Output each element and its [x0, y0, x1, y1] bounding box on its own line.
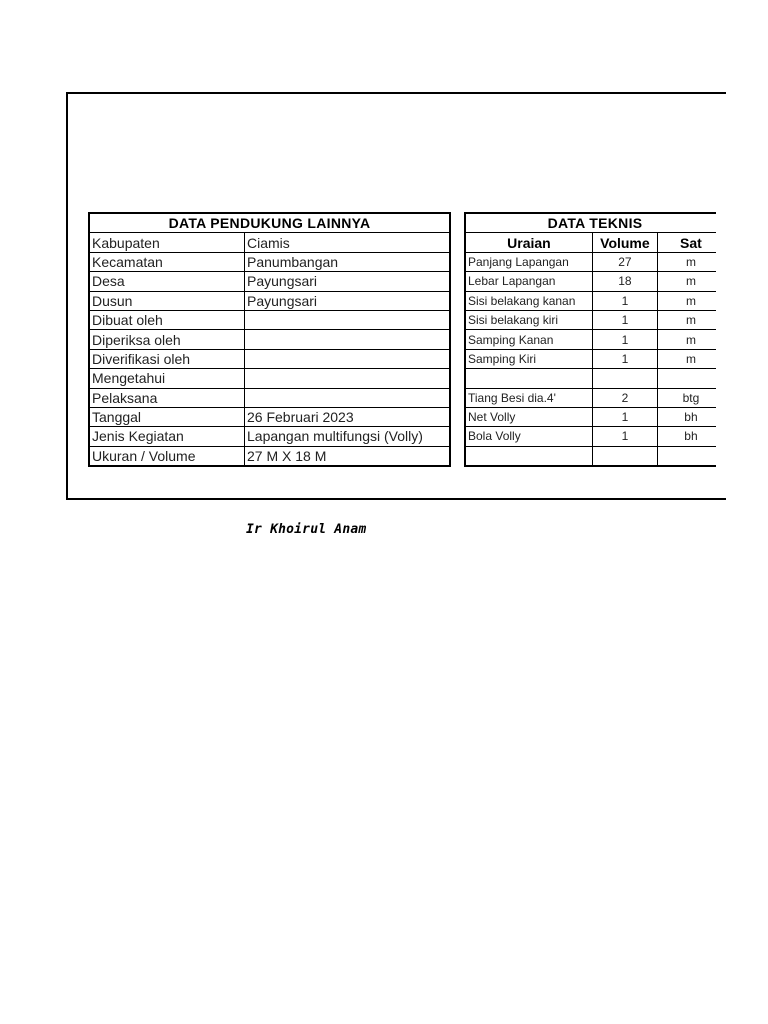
cell-volume: 1	[592, 349, 657, 368]
row-value	[245, 310, 451, 329]
table-row	[465, 427, 725, 446]
data-teknis-table	[464, 212, 726, 467]
table-row	[89, 291, 450, 310]
row-value: Panumbangan	[245, 252, 451, 271]
row-value: 26 Februari 2023	[245, 407, 451, 426]
cell-uraian: Samping Kanan	[465, 330, 592, 349]
page-edge-mask	[716, 200, 768, 480]
row-label: Tanggal	[89, 407, 245, 426]
cell-sat: m	[657, 291, 725, 310]
table-row	[465, 446, 725, 466]
row-label: Dusun	[89, 291, 245, 310]
cell-uraian	[465, 446, 592, 466]
table-row	[465, 310, 725, 329]
cell-uraian: Net Volly	[465, 407, 592, 426]
cell-volume: 1	[592, 407, 657, 426]
row-label: Diverifikasi oleh	[89, 349, 245, 368]
cell-sat: m	[657, 310, 725, 329]
table-row	[465, 388, 725, 407]
cell-sat: m	[657, 330, 725, 349]
row-value: Ciamis	[245, 233, 451, 252]
column-header-sat: Sat	[657, 233, 725, 252]
row-label: Diperiksa oleh	[89, 330, 245, 349]
row-label: Desa	[89, 272, 245, 291]
row-label: Mengetahui	[89, 369, 245, 388]
cell-volume: 1	[592, 330, 657, 349]
cell-volume	[592, 446, 657, 466]
table-row	[465, 349, 725, 368]
cell-sat: m	[657, 349, 725, 368]
data-pendukung-title: DATA PENDUKUNG LAINNYA	[89, 213, 450, 233]
cell-uraian: Sisi belakang kanan	[465, 291, 592, 310]
table-row	[89, 369, 450, 388]
cell-sat	[657, 446, 725, 466]
cell-volume: 1	[592, 310, 657, 329]
signer-name: Ir Khoirul Anam	[246, 522, 367, 537]
table-row	[465, 330, 725, 349]
cell-uraian: Lebar Lapangan	[465, 272, 592, 291]
cell-sat	[657, 369, 725, 388]
table-row	[89, 446, 450, 466]
row-value: 27 M X 18 M	[245, 446, 451, 466]
row-label: Pelaksana	[89, 388, 245, 407]
data-teknis-title: DATA TEKNIS	[465, 213, 725, 233]
cell-volume: 1	[592, 291, 657, 310]
cell-uraian: Samping Kiri	[465, 349, 592, 368]
row-value	[245, 369, 451, 388]
cell-sat: m	[657, 272, 725, 291]
row-label: Dibuat oleh	[89, 310, 245, 329]
cell-volume: 27	[592, 252, 657, 271]
cell-volume	[592, 369, 657, 388]
table-header-row	[89, 213, 450, 233]
cell-uraian: Bola Volly	[465, 427, 592, 446]
table-row	[89, 252, 450, 271]
cell-volume: 1	[592, 427, 657, 446]
table-row	[465, 369, 725, 388]
row-value: Payungsari	[245, 272, 451, 291]
column-header-volume: Volume	[592, 233, 657, 252]
cell-sat: bh	[657, 427, 725, 446]
table-row	[89, 349, 450, 368]
data-pendukung-table	[88, 212, 451, 467]
row-label: Kecamatan	[89, 252, 245, 271]
cell-uraian: Panjang Lapangan	[465, 252, 592, 271]
cell-sat: btg	[657, 388, 725, 407]
row-value	[245, 388, 451, 407]
row-value	[245, 349, 451, 368]
table-row	[89, 330, 450, 349]
table-row	[89, 272, 450, 291]
column-header-uraian: Uraian	[465, 233, 592, 252]
cell-volume: 18	[592, 272, 657, 291]
cell-sat: m	[657, 252, 725, 271]
row-label: Ukuran / Volume	[89, 446, 245, 466]
table-row	[465, 291, 725, 310]
cell-sat: bh	[657, 407, 725, 426]
table-row	[89, 310, 450, 329]
row-value: Payungsari	[245, 291, 451, 310]
row-value	[245, 330, 451, 349]
cell-uraian	[465, 369, 592, 388]
row-value: Lapangan multifungsi (Volly)	[245, 427, 451, 446]
row-label: Kabupaten	[89, 233, 245, 252]
table-row	[89, 407, 450, 426]
table-row	[465, 252, 725, 271]
table-row	[89, 427, 450, 446]
table-row	[465, 272, 725, 291]
table-header-row	[465, 213, 725, 233]
table-row	[89, 388, 450, 407]
table-row	[89, 233, 450, 252]
cell-uraian: Sisi belakang kiri	[465, 310, 592, 329]
cell-uraian: Tiang Besi dia.4'	[465, 388, 592, 407]
row-label: Jenis Kegiatan	[89, 427, 245, 446]
column-header-row	[465, 233, 725, 252]
table-row	[465, 407, 725, 426]
cell-volume: 2	[592, 388, 657, 407]
